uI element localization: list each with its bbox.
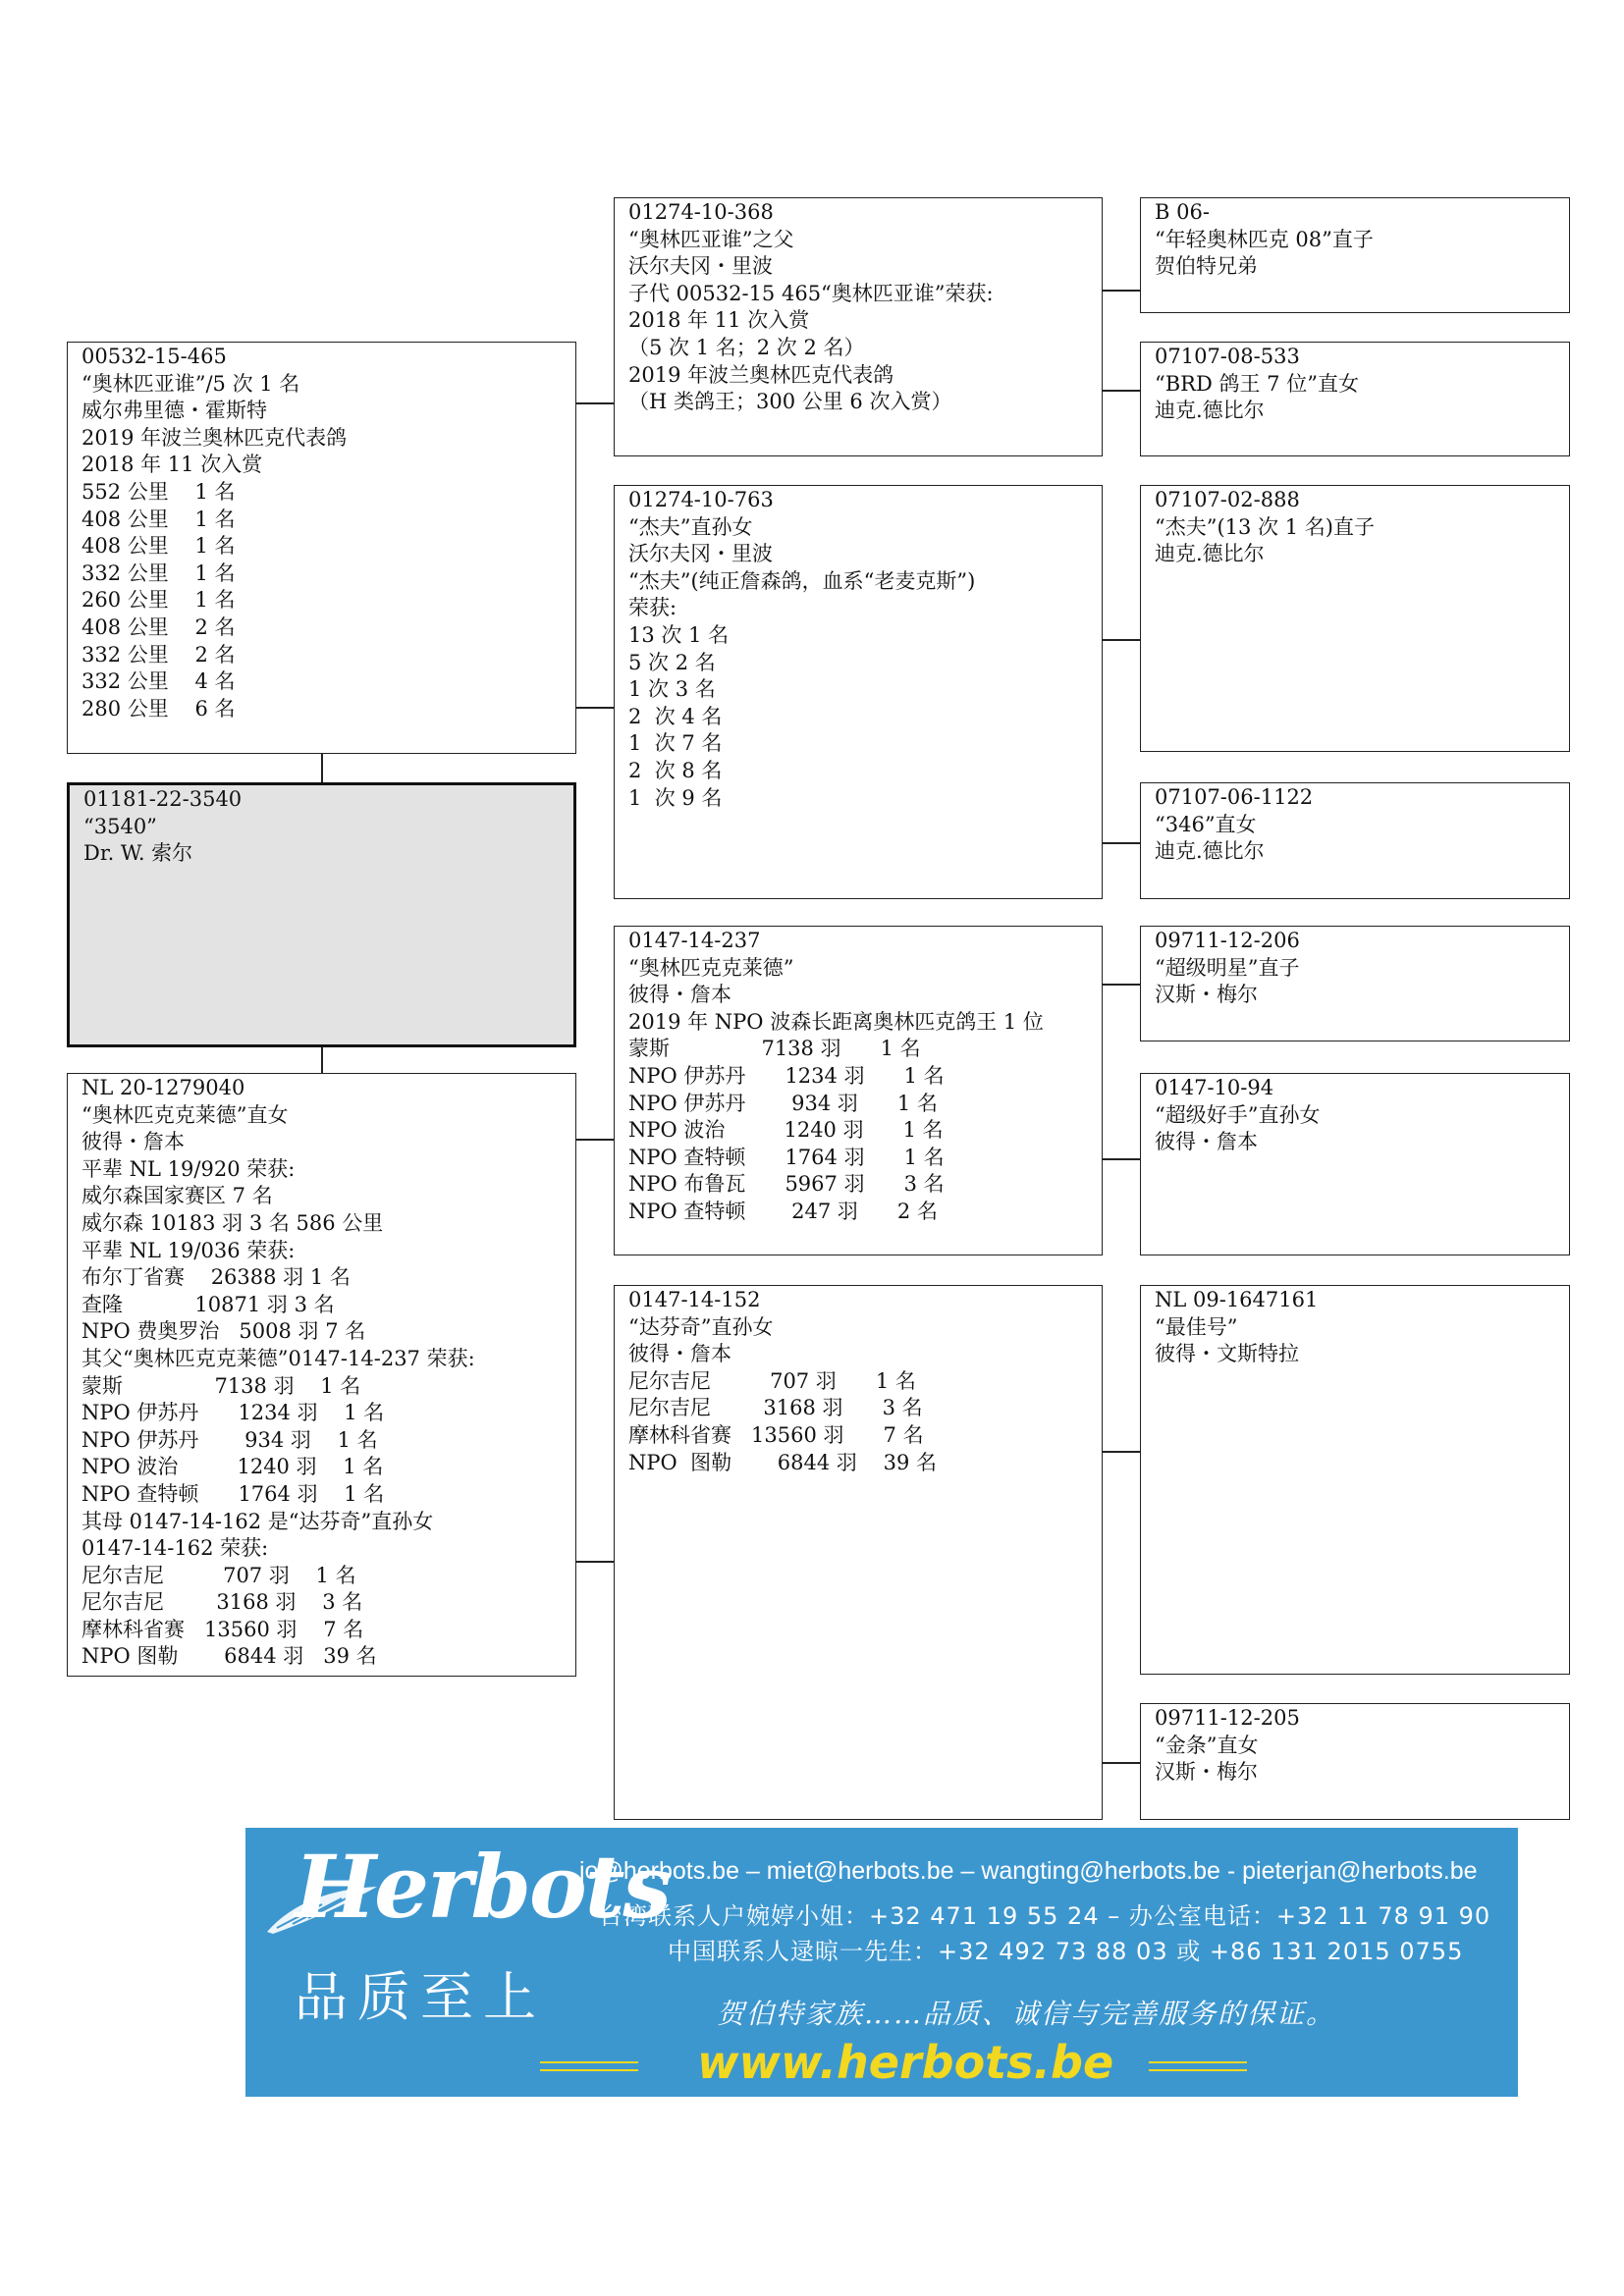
pedigree-box-dam (67, 1073, 576, 1677)
pedigree-line: 沃尔夫冈・里波 (628, 542, 773, 566)
pedigree-line: 2019 年波兰奥林匹克代表鸽 (628, 362, 894, 387)
pedigree-line: 2 次 8 名 (628, 758, 723, 782)
pedigree-line: 1 次 3 名 (628, 677, 716, 702)
pedigree-line: Dr. W. 索尔 (83, 841, 193, 866)
pedigree-box-sire (67, 342, 576, 754)
pedigree-line: “达芬奇”直孙女 (628, 1314, 774, 1339)
connector-line (1103, 984, 1140, 986)
pedigree-line: 汉斯・梅尔 (1155, 983, 1258, 1007)
connector-line (321, 754, 323, 782)
pedigree-line: “最佳号” (1155, 1314, 1238, 1339)
pedigree-line: NPO 查特顿 1764 羽 1 名 (628, 1145, 945, 1169)
pedigree-line: NPO 伊苏丹 934 羽 1 名 (81, 1427, 378, 1452)
ring-number: 00532-15-465 (81, 345, 227, 368)
pedigree-line: 威尔森 10183 羽 3 名 586 公里 (81, 1210, 384, 1235)
pedigree-box-sire-sire-dam (1140, 342, 1570, 456)
pedigree-line: 威尔弗里德・霍斯特 (81, 399, 267, 423)
banner-contact-china: 中国联系人逯晾一先生：+32 492 73 88 03 或 +86 131 2015 0755 (668, 1938, 1464, 1965)
connector-line (1103, 1451, 1140, 1453)
pedigree-line: 2 次 4 名 (628, 704, 723, 728)
connector-line (1103, 1158, 1140, 1160)
pedigree-box-dam-sire-sire (1140, 926, 1570, 1041)
pedigree-line: “杰夫”直孙女 (628, 514, 753, 539)
connector-line (1103, 390, 1140, 392)
pedigree-line: “奥林匹亚谁”之父 (628, 227, 794, 251)
pedigree-line: NPO 图勒 6844 羽 39 名 (628, 1450, 938, 1474)
pedigree-box-sire-dam-sire (1140, 485, 1570, 752)
connector-line (576, 707, 614, 709)
pedigree-line: “奥林匹亚谁”/5 次 1 名 (81, 371, 300, 396)
pedigree-line: 尼尔吉尼 3168 羽 3 名 (628, 1396, 923, 1420)
pedigree-line: “3540” (83, 814, 157, 838)
pedigree-line: NPO 波治 1240 羽 1 名 (628, 1118, 944, 1143)
pedigree-line: “杰夫”(13 次 1 名)直子 (1155, 514, 1375, 539)
pedigree-line: “奥林匹克克莱德”直女 (81, 1102, 289, 1127)
pedigree-line: NPO 伊苏丹 1234 羽 1 名 (81, 1401, 385, 1425)
pedigree-line: 彼得・詹本 (81, 1130, 185, 1154)
pedigree-line: 408 公里 1 名 (81, 507, 236, 531)
pedigree-line: 迪克.德比尔 (1155, 399, 1265, 423)
pedigree-box-dam-dam-sire (1140, 1285, 1570, 1675)
herbots-logo: Herbots (295, 1836, 670, 1938)
pedigree-line: 其母 0147-14-162 是“达芬奇”直孙女 (81, 1509, 434, 1533)
pedigree-line: （5 次 1 名；2 次 2 名） (628, 335, 865, 359)
banner-contact-taiwan: 台湾联系人户婉婷小姐：+32 471 19 55 24 – 办公室电话：+32 11 78 91 90 (599, 1902, 1491, 1930)
pedigree-line: “BRD 鸽王 7 位”直女 (1155, 371, 1359, 396)
pedigree-line: 迪克.德比尔 (1155, 839, 1265, 864)
pedigree-line: NPO 图勒 6844 羽 39 名 (81, 1644, 377, 1669)
pedigree-line: 摩林科省赛 13560 羽 7 名 (81, 1617, 364, 1641)
pedigree-line: 260 公里 1 名 (81, 588, 236, 613)
pedigree-line: “超级明星”直子 (1155, 955, 1300, 980)
banner-motto: 贺伯特家族……品质、诚信与完善服务的保证。 (717, 1998, 1336, 2030)
pedigree-box-sire-sire (614, 197, 1103, 456)
pedigree-box-sire-dam (614, 485, 1103, 899)
pedigree-line: 汉斯・梅尔 (1155, 1760, 1258, 1785)
ring-number: 0147-14-237 (628, 929, 761, 952)
pedigree-line: 查隆 10871 羽 3 名 (81, 1292, 335, 1316)
pedigree-line: 2019 年 NPO 波森长距离奥林匹克鸽王 1 位 (628, 1009, 1044, 1034)
pedigree-line: 408 公里 2 名 (81, 614, 236, 639)
connector-line (576, 1561, 614, 1563)
pedigree-line: 彼得・詹本 (1155, 1130, 1258, 1154)
pedigree-line: 1 次 9 名 (628, 785, 723, 810)
banner-website-link[interactable]: www.herbots.be (697, 2036, 1114, 2089)
pedigree-line: “杰夫”(纯正詹森鸽，血系“老麦克斯”) (628, 568, 976, 593)
pedigree-line: 332 公里 2 名 (81, 642, 236, 667)
ring-number: 0147-14-152 (628, 1288, 761, 1311)
ring-number: 01274-10-368 (628, 200, 774, 224)
pedigree-line: 荣获: (628, 596, 677, 620)
ring-number: 07107-02-888 (1155, 488, 1300, 511)
pedigree-line: NPO 查特顿 1764 羽 1 名 (81, 1481, 385, 1506)
ring-number: 01181-22-3540 (83, 787, 243, 811)
ring-number: 09711-12-206 (1155, 929, 1300, 952)
pedigree-line: 彼得・詹本 (628, 983, 731, 1007)
pedigree-box-dam-sire-dam (1140, 1073, 1570, 1255)
pedigree-box-dam-sire (614, 926, 1103, 1255)
connector-line (321, 1047, 323, 1073)
connector-line (576, 1139, 614, 1141)
pedigree-line: 蒙斯 7138 羽 1 名 (81, 1373, 361, 1398)
decorative-lines (1149, 2061, 1247, 2071)
pedigree-line: 332 公里 4 名 (81, 669, 236, 694)
ring-number: B 06- (1155, 200, 1210, 224)
pedigree-line: 摩林科省赛 13560 羽 7 名 (628, 1422, 924, 1447)
pedigree-line: 0147-14-162 荣获: (81, 1536, 269, 1561)
pedigree-line: 尼尔吉尼 707 羽 1 名 (628, 1368, 916, 1393)
pedigree-line: 贺伯特兄弟 (1155, 254, 1258, 279)
pedigree-line: 彼得・詹本 (628, 1342, 731, 1366)
pedigree-line: 蒙斯 7138 羽 1 名 (628, 1037, 921, 1061)
pedigree-line: （H 类鸽王；300 公里 6 次入赏） (628, 390, 952, 414)
decorative-lines (540, 2061, 638, 2071)
pedigree-box-sire-sire-sire (1140, 197, 1570, 313)
pedigree-line: 彼得・文斯特拉 (1155, 1342, 1299, 1366)
pedigree-line: NPO 伊苏丹 934 羽 1 名 (628, 1091, 938, 1115)
pedigree-line: 552 公里 1 名 (81, 479, 236, 504)
pedigree-line: 平辈 NL 19/920 荣获: (81, 1156, 296, 1181)
banner-slogan: 品质至上 (295, 1966, 546, 2028)
pedigree-line: 威尔森国家赛区 7 名 (81, 1184, 273, 1208)
pedigree-line: “346”直女 (1155, 812, 1257, 836)
pedigree-line: 13 次 1 名 (628, 622, 730, 647)
ring-number: 09711-12-205 (1155, 1706, 1300, 1730)
pedigree-line: 迪克.德比尔 (1155, 542, 1265, 566)
pedigree-line: 尼尔吉尼 707 羽 1 名 (81, 1563, 356, 1587)
pedigree-line: 子代 00532-15 465“奥林匹亚谁”荣获: (628, 281, 994, 305)
ring-number: 0147-10-94 (1155, 1076, 1274, 1099)
pedigree-line: “年轻奥林匹克 08”直子 (1155, 227, 1374, 251)
pedigree-line: 布尔丁省赛 26388 羽 1 名 (81, 1265, 351, 1290)
connector-line (1103, 1762, 1140, 1764)
pedigree-line: 332 公里 1 名 (81, 561, 236, 585)
pedigree-line: 沃尔夫冈・里波 (628, 254, 773, 279)
ring-number: NL 20-1279040 (81, 1076, 245, 1099)
pedigree-line: NPO 伊苏丹 1234 羽 1 名 (628, 1063, 945, 1088)
connector-line (1103, 290, 1140, 292)
pedigree-box-dam-dam-dam (1140, 1703, 1570, 1820)
ring-number: 07107-06-1122 (1155, 785, 1314, 809)
connector-line (576, 402, 614, 404)
pedigree-line: NPO 费奥罗治 5008 羽 7 名 (81, 1319, 366, 1344)
pedigree-line: 408 公里 1 名 (81, 534, 236, 559)
pedigree-line: 2019 年波兰奥林匹克代表鸽 (81, 425, 348, 450)
pedigree-line: “超级好手”直孙女 (1155, 1102, 1321, 1127)
pedigree-line: 5 次 2 名 (628, 650, 716, 674)
pedigree-line: NPO 查特顿 247 羽 2 名 (628, 1199, 938, 1223)
pedigree-box-subject (67, 782, 576, 1047)
ring-number: NL 09-1647161 (1155, 1288, 1319, 1311)
pedigree-line: 2018 年 11 次入赏 (628, 308, 810, 333)
ring-number: 07107-08-533 (1155, 345, 1300, 368)
pedigree-box-sire-dam-dam (1140, 782, 1570, 899)
pedigree-line: NPO 波治 1240 羽 1 名 (81, 1455, 384, 1479)
banner-emails: jo@herbots.be – miet@herbots.be – wangting@herbots.be - pieterjan@herbots.be (579, 1857, 1478, 1885)
pedigree-line: “奥林匹克克莱德” (628, 955, 794, 980)
pedigree-line: 平辈 NL 19/036 荣获: (81, 1238, 296, 1262)
pedigree-line: NPO 布鲁瓦 5967 羽 3 名 (628, 1172, 945, 1197)
pedigree-line: 2018 年 11 次入赏 (81, 453, 263, 477)
herbots-banner (245, 1828, 1518, 2097)
pedigree-box-dam-dam (614, 1285, 1103, 1820)
pedigree-line: 1 次 7 名 (628, 731, 723, 756)
pedigree-line: 其父“奥林匹克克莱德”0147-14-237 荣获: (81, 1346, 475, 1370)
connector-line (1103, 639, 1140, 641)
pedigree-line: “金条”直女 (1155, 1733, 1259, 1757)
pedigree-line: 280 公里 6 名 (81, 696, 236, 721)
pedigree-line: 尼尔吉尼 3168 羽 3 名 (81, 1590, 363, 1615)
ring-number: 01274-10-763 (628, 488, 774, 511)
connector-line (1103, 842, 1140, 844)
